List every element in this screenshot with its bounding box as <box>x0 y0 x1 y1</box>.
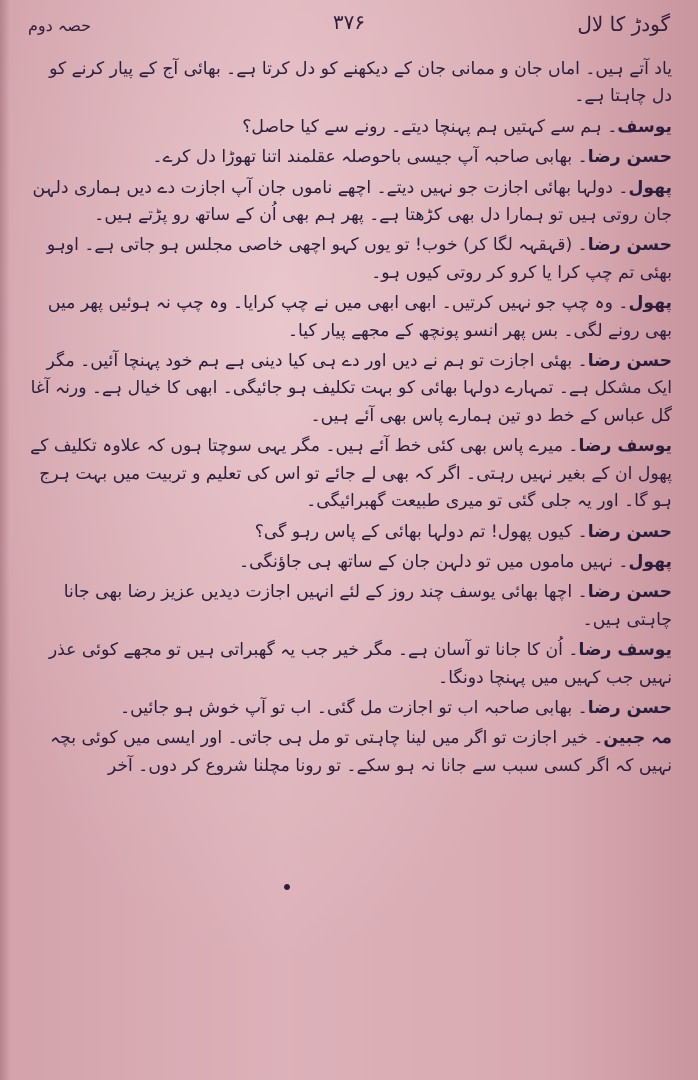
speaker-name: یوسف رضا <box>578 640 672 661</box>
dialogue-line <box>30 175 672 230</box>
dialogue-text: ۔ بھابی صاحبہ آپ جیسی باحوصلہ عقلمند اتنا تھوڑا دل کرے۔ <box>152 147 588 168</box>
speaker-name: حسن رضا <box>587 697 672 718</box>
dialogue-text: ۔ (قہقہہ لگا کر) خوب! تو یوں کہو اچھی خاصی مجلس ہو جاتی ہے۔ اوہو بھئی تم چپ کرا یا کرو کر روتی کیوں ہو۔ <box>46 235 672 283</box>
page-edge-shadow <box>0 0 10 1080</box>
page-header <box>28 8 670 54</box>
dialogue-text: ۔ دولہا بھائی اجازت جو نہیں دیتے۔ اچھے ناموں جان آپ اجازت دے دیں ہماری دلہن جان روتی ہیں تو ہمارا دل بھی کڑھتا ہے۔ پھر ہم بھی اُن کے ساتھ رو پڑتے ہیں۔ <box>32 177 672 226</box>
body-text <box>30 56 672 1062</box>
dialogue-line <box>30 232 672 287</box>
speaker-name: حسن رضا <box>587 235 672 256</box>
dialogue-text: ۔ اچھا بھائی یوسف چند روز کے لئے انہیں اجازت دیدیں عزیز رضا بھی جانا چاہتی ہیں۔ <box>63 582 672 630</box>
speaker-name: حسن رضا <box>587 582 672 603</box>
dialogue-line <box>30 725 672 780</box>
speaker-name: پھول <box>628 293 672 314</box>
dialogue-text: ۔ ہم سے کہتیں ہم پہنچا دیتے۔ رونے سے کیا حاصل؟ <box>242 116 618 137</box>
dialogue-line <box>30 433 672 515</box>
dialogue-line <box>30 549 672 576</box>
dialogue-line <box>30 114 672 141</box>
dialogue-text: ۔ وہ چپ جو نہیں کرتیں۔ ابھی ابھی میں نے چپ کرایا۔ وہ چپ نہ ہوئیں پھر میں بھی رونے لگی۔ بس پھر انسو پونچھ کے مجھے پیار کیا۔ <box>47 293 672 341</box>
running-title: گودڑ کا لال <box>577 12 670 36</box>
speaker-name: حسن رضا <box>587 351 672 372</box>
paragraph <box>30 56 672 111</box>
dialogue-text: ۔ میرے پاس بھی کئی خط آئے ہیں۔ مگر یہی سوچتا ہوں کہ علاوہ تکلیف کے پھول ان کے بغیر نہیں رہتی۔ اگر کہ بھی لے جائے تو اس کی تعلیم و تربیت میں بہت ہرج ہو گا۔ اور یہ جلی گئی تو میری طبیعت گھبرائیگی۔ <box>30 436 672 512</box>
dialogue-line <box>30 637 672 692</box>
page-number: ۳۷۶ <box>332 10 366 34</box>
ink-dot <box>284 884 290 890</box>
dialogue-text: ۔ اُن کا جانا تو آسان ہے۔ مگر خیر جب یہ گھبراتی ہیں تو مجھے کوئی عذر نہیں جب کہیں میں پہنچا دونگا۔ <box>48 640 672 688</box>
dialogue-line <box>30 579 672 634</box>
speaker-name: پھول <box>628 551 672 572</box>
speaker-name: پھول <box>628 177 672 198</box>
paragraph-text: یاد آتے ہیں۔ اماں جان و ممانی جان کے دیکھنے کو دل کرتا ہے۔ بھائی آج کے پیار کرنے کو دل چاہتا ہے۔ <box>49 59 672 107</box>
speaker-name: حسن رضا <box>587 521 672 542</box>
dialogue-line <box>30 695 672 722</box>
dialogue-text: ۔ کیوں پھول! تم دولہا بھائی کے پاس رہو گی؟ <box>254 521 588 542</box>
dialogue-text: ۔ خیر اجازت تو اگر میں لینا چاہتی تو مل ہی جاتی۔ اور ایسی میں کوئی بچہ نہیں کہ اگر کسی سبب سے جانا نہ ہو سکے۔ تو رونا مچلنا شروع کر دوں۔ آخر <box>50 728 672 776</box>
dialogue-line <box>30 144 672 171</box>
speaker-name: مہ جبین <box>603 728 672 749</box>
dialogue-text: ۔ نہیں ماموں میں تو دلہن جان کے ساتھ ہی جاؤنگی۔ <box>239 551 629 572</box>
dialogue-line <box>30 519 672 546</box>
dialogue-text: ۔ بھئی اجازت تو ہم نے دیں اور دے ہی کیا دینی ہے ہم خود پہنچا آئیں۔ مگر ایک مشکل ہے۔ تمہارے دولہا بھائی کو بہت تکلیف ہو جائیگی۔ ابھی کا خیال ہے۔ ورنہ آغا گل عباس کے خط دو تین ہمارے پاس بھی آئے ہیں۔ <box>30 351 672 426</box>
dialogue-text: ۔ بھابی صاحبہ اب تو اجازت مل گئی۔ اب تو آپ خوش ہو جائیں۔ <box>120 697 588 718</box>
speaker-name: یوسف <box>617 116 672 137</box>
speaker-name: یوسف رضا <box>578 436 672 457</box>
section-label: حصہ دوم <box>28 16 91 35</box>
speaker-name: حسن رضا <box>587 147 672 168</box>
dialogue-line <box>30 348 672 430</box>
dialogue-line <box>30 290 672 345</box>
